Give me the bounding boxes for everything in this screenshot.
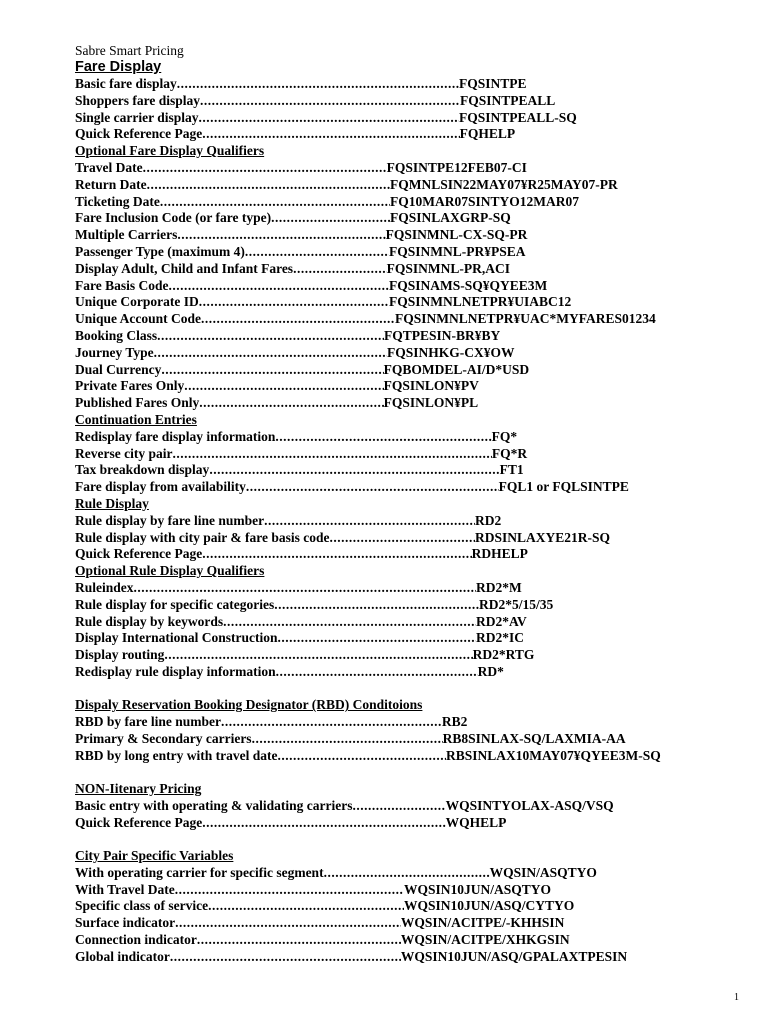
command-code: RDHELP bbox=[471, 546, 528, 562]
entry-label: Ticketing Date bbox=[75, 193, 160, 209]
command-code: RD2*AV bbox=[476, 613, 527, 629]
command-code: FQSINMNL-PR¥PSEA bbox=[389, 243, 526, 259]
command-entry bbox=[75, 311, 745, 328]
dot-leader bbox=[330, 530, 475, 547]
command-code: WQHELP bbox=[445, 814, 507, 830]
entry-label: Quick Reference Page bbox=[75, 546, 203, 562]
entry-label: Basic fare display bbox=[75, 76, 177, 91]
dot-leader bbox=[264, 513, 475, 530]
command-code: RD* bbox=[477, 663, 504, 679]
entry-label: Ruleindex bbox=[75, 579, 134, 595]
section-heading: NON-Iitenary Pricing bbox=[75, 781, 202, 797]
dot-leader bbox=[208, 898, 404, 915]
command-entry bbox=[75, 261, 745, 278]
dot-leader bbox=[172, 446, 491, 463]
command-entry bbox=[75, 865, 745, 882]
command-entry bbox=[75, 898, 745, 915]
command-code: FQSINTPEALL bbox=[460, 92, 556, 108]
entry-label: Basic entry with operating & validating carriers bbox=[75, 797, 353, 813]
entry-label: Global indicator bbox=[75, 948, 170, 964]
command-entry bbox=[75, 479, 745, 496]
entry-label: With operating carrier for specific segment bbox=[75, 864, 324, 880]
command-entry bbox=[75, 76, 745, 93]
entry-label: Reverse city pair bbox=[75, 445, 173, 461]
entry-label: Journey Type bbox=[75, 344, 154, 360]
command-entry bbox=[75, 630, 745, 647]
dot-leader bbox=[278, 630, 476, 647]
command-code: WQSINTYOLAX-ASQ/VSQ bbox=[445, 797, 614, 813]
command-code: RD2*5/15/35 bbox=[479, 596, 554, 612]
entry-label: Quick Reference Page bbox=[75, 126, 203, 142]
page-number: 1 bbox=[734, 992, 739, 1003]
entry-label: Rule display for specific categories bbox=[75, 596, 275, 612]
dot-leader bbox=[164, 647, 472, 664]
command-code: RD2*RTG bbox=[472, 647, 535, 663]
command-entry bbox=[75, 278, 745, 295]
entry-label: Connection indicator bbox=[75, 932, 197, 948]
command-entry bbox=[75, 614, 745, 631]
command-entry bbox=[75, 748, 745, 765]
entry-label: Surface indicator bbox=[75, 915, 176, 931]
command-code: FQMNLSIN22MAY07¥R25MAY07-PR bbox=[390, 176, 618, 192]
command-entry bbox=[75, 328, 745, 345]
command-code: FQL1 or FQLSINTPE bbox=[498, 479, 629, 495]
entry-label: Display Adult, Child and Infant Fares bbox=[75, 260, 294, 276]
command-entry bbox=[75, 429, 745, 446]
section-heading: City Pair Specific Variables bbox=[75, 848, 234, 864]
dot-leader bbox=[199, 294, 389, 311]
entry-label: Fare Inclusion Code (or fare type) bbox=[75, 210, 272, 226]
command-entry bbox=[75, 160, 745, 177]
dot-leader bbox=[154, 345, 387, 362]
entry-label: Specific class of service bbox=[75, 898, 209, 914]
command-entry bbox=[75, 227, 745, 244]
entry-label: Rule display by keywords bbox=[75, 613, 224, 629]
entry-label: With Travel Date bbox=[75, 881, 175, 897]
dot-leader bbox=[274, 597, 479, 614]
command-entry bbox=[75, 362, 745, 379]
command-code: FQSINTPE bbox=[459, 76, 527, 91]
command-entry bbox=[75, 177, 745, 194]
command-entry bbox=[75, 932, 745, 949]
entry-label: Return Date bbox=[75, 176, 147, 192]
entry-label: Rule display with city pair & fare basis code bbox=[75, 529, 330, 545]
command-entry bbox=[75, 731, 745, 748]
entry-label: Published Fares Only bbox=[75, 395, 200, 411]
entry-label: Single carrier display bbox=[75, 109, 199, 125]
section-heading: Optional Rule Display Qualifiers bbox=[75, 563, 265, 579]
command-code: FQSINAMS-SQ¥QYEE3M bbox=[389, 277, 548, 293]
dot-leader bbox=[201, 311, 395, 328]
dot-leader bbox=[221, 714, 442, 731]
command-code: FQBOMDEL-AI/D*USD bbox=[383, 361, 530, 377]
command-code: WQSIN10JUN/ASQ/GPALAXTPESIN bbox=[400, 948, 628, 964]
command-entry bbox=[75, 395, 745, 412]
command-entry bbox=[75, 244, 745, 261]
entry-label: Booking Class bbox=[75, 327, 158, 343]
command-entry bbox=[75, 664, 745, 681]
dot-leader bbox=[169, 278, 390, 295]
dot-leader bbox=[177, 227, 385, 244]
command-code: FQSINTPE12FEB07-CI bbox=[386, 159, 527, 175]
command-entry bbox=[75, 882, 745, 899]
entry-label: Private Fares Only bbox=[75, 378, 185, 394]
command-entry bbox=[75, 294, 745, 311]
command-entry bbox=[75, 530, 745, 547]
command-code: WQSIN/ACITPE/-KHHSIN bbox=[400, 915, 565, 931]
section-spacer bbox=[75, 681, 745, 698]
command-code: FQSINMNL-CX-SQ-PR bbox=[385, 227, 528, 243]
command-code: WQSIN10JUN/ASQTYO bbox=[404, 881, 552, 897]
dot-leader bbox=[202, 546, 471, 563]
dot-leader bbox=[245, 244, 389, 261]
command-code: FQ10MAR07SINTYO12MAR07 bbox=[390, 193, 579, 209]
dot-leader bbox=[202, 815, 445, 832]
document-page bbox=[75, 42, 745, 966]
dot-leader bbox=[161, 362, 383, 379]
entry-label: Unique Corporate ID bbox=[75, 294, 199, 310]
dot-leader bbox=[200, 93, 460, 110]
command-code: RDSINLAXYE21R-SQ bbox=[475, 529, 611, 545]
command-entry bbox=[75, 210, 745, 227]
entry-label: Passenger Type (maximum 4) bbox=[75, 243, 245, 259]
command-code: FQSINTPEALL-SQ bbox=[459, 109, 577, 125]
dot-leader bbox=[184, 378, 383, 395]
section-heading: Fare Display bbox=[75, 59, 162, 75]
command-code: FQSINLON¥PL bbox=[383, 395, 479, 411]
dot-leader bbox=[134, 580, 476, 597]
command-code: RBSINLAX10MAY07¥QYEE3M-SQ bbox=[446, 747, 661, 763]
command-code: FQHELP bbox=[459, 126, 516, 142]
command-code: FQSINLON¥PV bbox=[383, 378, 479, 394]
entry-label: Primary & Secondary carriers bbox=[75, 730, 252, 746]
command-entry bbox=[75, 647, 745, 664]
entry-label: RBD by long entry with travel date bbox=[75, 747, 278, 763]
command-code: FQSINMNL-PR,ACI bbox=[386, 260, 510, 276]
entry-label: Display International Construction bbox=[75, 630, 278, 646]
command-code: RB8SINLAX-SQ/LAXMIA-AA bbox=[442, 730, 626, 746]
command-entry bbox=[75, 597, 745, 614]
section-heading: Dispaly Reservation Booking Designator (RBD) Conditoions bbox=[75, 697, 423, 713]
section-heading: Continuation Entries bbox=[75, 411, 197, 427]
command-entry bbox=[75, 378, 745, 395]
dot-leader bbox=[199, 110, 460, 127]
command-code: RB2 bbox=[441, 714, 468, 730]
command-code: FQ*R bbox=[491, 445, 528, 461]
command-code: FQTPESIN-BR¥BY bbox=[384, 327, 501, 343]
section-spacer bbox=[75, 764, 745, 781]
command-entry bbox=[75, 194, 745, 211]
dot-leader bbox=[293, 261, 387, 278]
command-code: FQSINHKG-CX¥OW bbox=[387, 344, 515, 360]
command-code: WQSIN10JUN/ASQ/CYTYO bbox=[404, 898, 575, 914]
dot-leader bbox=[271, 210, 390, 227]
dot-leader bbox=[143, 160, 387, 177]
document-content bbox=[75, 59, 745, 966]
command-entry bbox=[75, 345, 745, 362]
command-code: FQSINMNLNETPR¥UIABC12 bbox=[389, 294, 572, 310]
command-entry bbox=[75, 126, 745, 143]
dot-leader bbox=[275, 429, 491, 446]
entry-label: Redisplay rule display information bbox=[75, 663, 276, 679]
entry-label: Travel Date bbox=[75, 159, 143, 175]
dot-leader bbox=[175, 882, 404, 899]
command-code: RD2*IC bbox=[476, 630, 525, 646]
dot-leader bbox=[324, 865, 490, 882]
command-entry bbox=[75, 513, 745, 530]
dot-leader bbox=[223, 614, 476, 631]
command-entry bbox=[75, 580, 745, 597]
command-code: RD2*M bbox=[476, 579, 522, 595]
entry-label: Unique Account Code bbox=[75, 311, 202, 327]
document-title: Sabre Smart Pricing bbox=[75, 43, 184, 58]
command-code: RD2 bbox=[475, 512, 502, 528]
entry-label: RBD by fare line number bbox=[75, 714, 222, 730]
dot-leader bbox=[209, 462, 499, 479]
dot-leader bbox=[147, 177, 390, 194]
entry-label: Fare display from availability bbox=[75, 479, 246, 495]
dot-leader bbox=[157, 328, 384, 345]
entry-label: Tax breakdown display bbox=[75, 462, 210, 478]
dot-leader bbox=[175, 915, 401, 932]
dot-leader bbox=[197, 932, 401, 949]
entry-label: Rule display by fare line number bbox=[75, 512, 265, 528]
command-entry bbox=[75, 915, 745, 932]
section-spacer bbox=[75, 831, 745, 848]
entry-label: Display routing bbox=[75, 647, 165, 663]
command-entry bbox=[75, 93, 745, 110]
entry-label: Dual Currency bbox=[75, 361, 162, 377]
command-entry bbox=[75, 815, 745, 832]
command-entry bbox=[75, 798, 745, 815]
command-code: WQSIN/ASQTYO bbox=[489, 864, 597, 880]
dot-leader bbox=[177, 76, 459, 93]
dot-leader bbox=[246, 479, 499, 496]
dot-leader bbox=[278, 748, 447, 765]
entry-label: Multiple Carriers bbox=[75, 227, 178, 243]
section-heading: Rule Display bbox=[75, 495, 149, 511]
dot-leader bbox=[160, 194, 390, 211]
command-entry bbox=[75, 462, 745, 479]
dot-leader bbox=[202, 126, 459, 143]
dot-leader bbox=[170, 949, 401, 966]
command-entry bbox=[75, 949, 745, 966]
command-entry bbox=[75, 546, 745, 563]
dot-leader bbox=[352, 798, 445, 815]
entry-label: Fare Basis Code bbox=[75, 277, 169, 293]
command-code: FQSINLAXGRP-SQ bbox=[390, 210, 511, 226]
command-entry bbox=[75, 110, 745, 127]
dot-leader bbox=[276, 664, 478, 681]
entry-label: Quick Reference Page bbox=[75, 814, 203, 830]
command-code: FQSINMNLNETPR¥UAC*MYFARES01234 bbox=[395, 311, 656, 327]
command-entry bbox=[75, 714, 745, 731]
section-heading: Optional Fare Display Qualifiers bbox=[75, 143, 265, 159]
dot-leader bbox=[199, 395, 383, 412]
entry-label: Redisplay fare display information bbox=[75, 428, 276, 444]
dot-leader bbox=[252, 731, 443, 748]
entry-label: Shoppers fare display bbox=[75, 92, 201, 108]
command-code: FT1 bbox=[499, 462, 524, 478]
command-code: FQ* bbox=[491, 428, 518, 444]
command-code: WQSIN/ACITPE/XHKGSIN bbox=[400, 932, 570, 948]
command-entry bbox=[75, 446, 745, 463]
